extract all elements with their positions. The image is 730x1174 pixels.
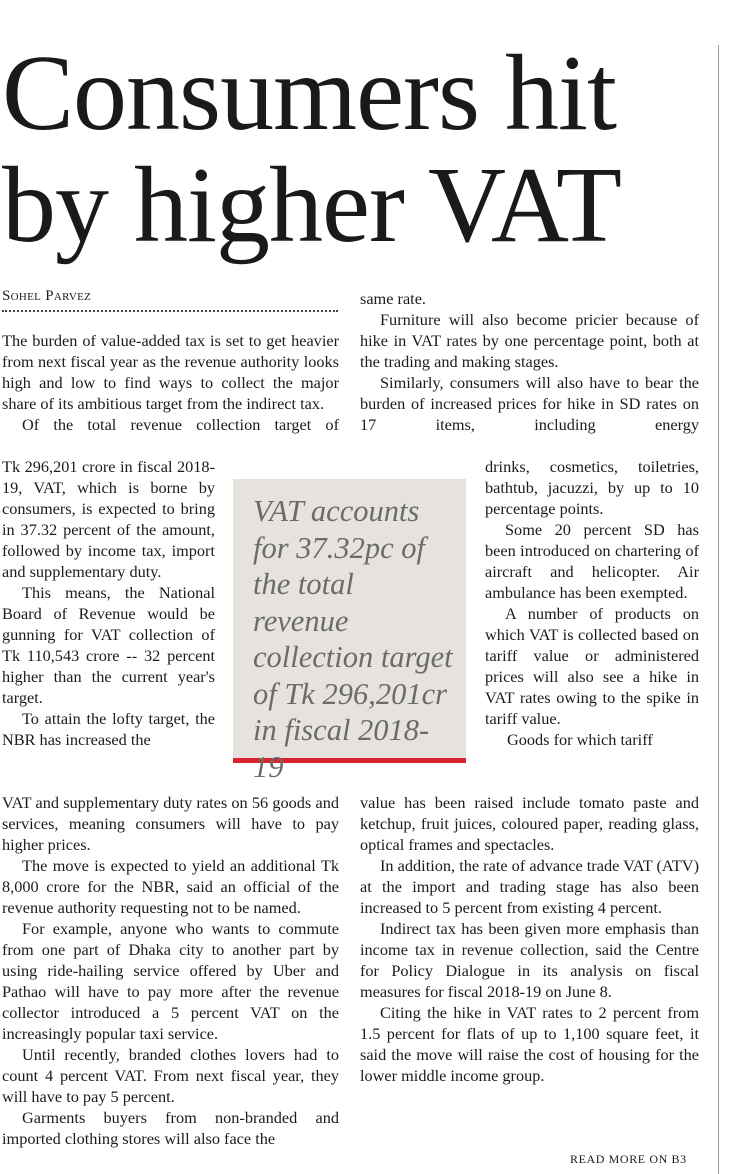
paragraph: Similarly, consumers will also have to bear the burden of increased prices for hike in SD rates on 17 items, including energy xyxy=(360,373,699,434)
paragraph: Some 20 percent SD has been introduced on chartering of aircraft and helicopter. Air ambulance has been exempted. xyxy=(485,520,699,602)
left-narrow-block xyxy=(2,456,215,750)
left-column-top xyxy=(2,330,339,435)
read-more-link[interactable]: READ MORE ON B3 xyxy=(570,1152,687,1166)
paragraph: Tk 296,201 crore in fiscal 2018-19, VAT, which is borne by consumers, is expected to bring in 37.32 percent of the amount, followed by income tax, import and supplementary duty. xyxy=(2,457,215,581)
paragraph: Of the total revenue collection target of xyxy=(22,415,339,434)
right-column-bottom xyxy=(360,792,699,1086)
pull-quote-text: VAT accounts for 37.32pc of the total revenue collection target of Tk 296,201cr in fiscal 2018-19 xyxy=(253,494,453,784)
paragraph: Indirect tax has been given more emphasis than income tax in revenue collection, said the Centre for Policy Dialogue in its analysis on fiscal measures for fiscal 2018-19 on June 8. xyxy=(360,919,699,1001)
paragraph: For example, anyone who wants to commute from one part of Dhaka city to another part by using ride-hailing service offered by Uber and Pathao will have to pay more after the revenue collector introduced a 5 percent VAT on the increasingly popular taxi service. xyxy=(2,919,339,1043)
paragraph: drinks, cosmetics, toiletries, bathtub, jacuzzi, by up to 10 percentage points. xyxy=(485,457,699,518)
right-column-top xyxy=(360,288,699,435)
paragraph: VAT and supplementary duty rates on 56 goods and services, meaning consumers will have to pay higher prices. xyxy=(2,793,339,854)
paragraph: In addition, the rate of advance trade VAT (ATV) at the import and trading stage has also been increased to 5 percent from existing 4 percent. xyxy=(360,856,699,917)
headline: Consumers hit by higher VAT xyxy=(2,34,622,265)
left-column-bottom xyxy=(2,792,339,1149)
paragraph: Until recently, branded clothes lovers had to count 4 percent VAT. From next fiscal year, they will have to pay 5 percent. xyxy=(2,1045,339,1106)
paragraph: To attain the lofty target, the NBR has increased the xyxy=(2,709,215,749)
paragraph: A number of products on which VAT is collected based on tariff value or administered prices will also see a hike in VAT rates owing to the spike in tariff value. xyxy=(485,604,699,728)
right-narrow-block xyxy=(485,456,699,750)
paragraph: Goods for which tariff xyxy=(507,730,653,749)
paragraph: Citing the hike in VAT rates to 2 percent from 1.5 percent for flats of up to 1,100 square feet, it said the move will raise the cost of housing for the lower middle income group. xyxy=(360,1003,699,1085)
byline-divider xyxy=(2,310,338,312)
paragraph: value has been raised include tomato paste and ketchup, fruit juices, coloured paper, reading glass, optical frames and spectacles. xyxy=(360,793,699,854)
paragraph: The burden of value-added tax is set to get heavier from next fiscal year as the revenue authority looks high and low to find ways to collect the major share of its ambitious target from the indirect tax. xyxy=(2,331,339,413)
paragraph: Furniture will also become pricier because of hike in VAT rates by one percentage point, both at the trading and making stages. xyxy=(360,310,699,371)
column-rule xyxy=(718,45,719,1174)
paragraph: The move is expected to yield an additional Tk 8,000 crore for the NBR, said an official of the revenue authority requesting not to be named. xyxy=(2,856,339,917)
paragraph: Garments buyers from non-branded and imported clothing stores will also face the xyxy=(2,1108,339,1148)
byline: Sohel Parvez xyxy=(2,288,92,304)
paragraph: This means, the National Board of Revenue would be gunning for VAT collection of Tk 110,543 crore -- 32 percent higher than the current year's target. xyxy=(2,583,215,707)
pull-quote xyxy=(233,479,466,784)
paragraph: same rate. xyxy=(360,289,426,308)
